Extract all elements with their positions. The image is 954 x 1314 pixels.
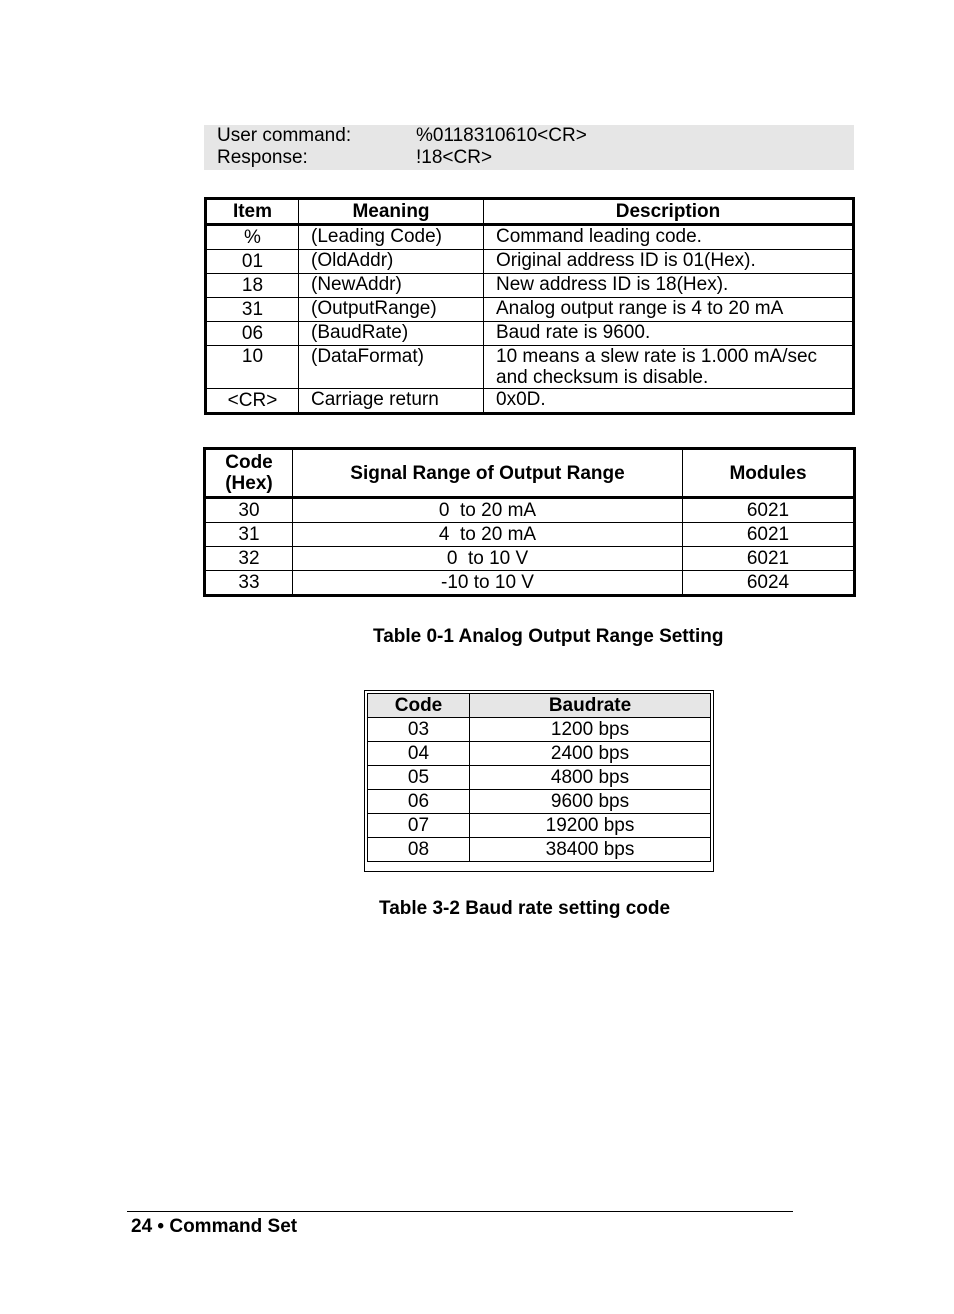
table-row [368,814,711,838]
footer-divider [127,1211,793,1212]
table-cell: 1200 bps [470,718,711,742]
table-cell: 30 [205,498,293,523]
table-cell: 06 [206,322,299,346]
table-row [206,274,854,298]
column-header-description: Description [484,199,854,225]
baudrate-table-frame [364,690,714,872]
table-row [205,498,855,523]
table-header-row [368,694,711,718]
table-cell: 38400 bps [470,838,711,862]
column-header-signal-range: Signal Range of Output Range [293,449,683,498]
table-cell: 10 [206,346,299,389]
table-cell: (OldAddr) [299,250,484,274]
table-caption-baudrate: Table 3-2 Baud rate setting code [379,898,671,919]
table-row [368,766,711,790]
table-cell: 04 [368,742,470,766]
table-row [205,523,855,547]
user-command-label: User command: [217,125,352,146]
command-item-table [204,197,855,415]
table-cell: 31 [205,523,293,547]
table-cell: % [206,225,299,250]
response-label: Response: [217,147,308,168]
table-cell: Carriage return [299,389,484,414]
table-caption-output-range: Table 0-1 Analog Output Range Setting [373,626,724,647]
baudrate-table [367,693,711,862]
table-cell: (BaudRate) [299,322,484,346]
table-row [205,547,855,571]
table-cell: 6021 [683,547,855,571]
table-cell: <CR> [206,389,299,414]
table-cell: 07 [368,814,470,838]
table-cell: 6024 [683,571,855,596]
response-row [204,147,854,169]
table-cell: (OutputRange) [299,298,484,322]
table-cell: -10 to 10 V [293,571,683,596]
table-cell: 6021 [683,523,855,547]
table-cell: 06 [368,790,470,814]
table-row [206,322,854,346]
column-header-code: Code [368,694,470,718]
table-cell: 05 [368,766,470,790]
table-cell: 33 [205,571,293,596]
table-cell: (DataFormat) [299,346,484,389]
response-value: !18<CR> [416,147,493,168]
table-cell: 10 means a slew rate is 1.000 mA/sec and checksum is disable. [484,346,854,389]
table-cell: 31 [206,298,299,322]
table-cell: 6021 [683,498,855,523]
table-row [206,225,854,250]
table-header-row [206,199,854,225]
user-command-value: %0118310610<CR> [416,125,587,146]
column-header-code-hex: Code (Hex) [205,449,293,498]
table-cell: 0 to 10 V [293,547,683,571]
table-cell: New address ID is 18(Hex). [484,274,854,298]
output-range-table [203,447,856,597]
table-row [206,250,854,274]
table-row [205,571,855,596]
table-row [206,389,854,414]
table-cell: 4 to 20 mA [293,523,683,547]
column-header-meaning: Meaning [299,199,484,225]
table-cell: 03 [368,718,470,742]
table-row [206,298,854,322]
table-row [368,742,711,766]
table-cell: 0x0D. [484,389,854,414]
table-cell: Baud rate is 9600. [484,322,854,346]
column-header-modules: Modules [683,449,855,498]
table-cell: 9600 bps [470,790,711,814]
table-cell: 0 to 20 mA [293,498,683,523]
table-cell: 19200 bps [470,814,711,838]
column-header-item: Item [206,199,299,225]
table-row [206,346,854,389]
table-cell: 01 [206,250,299,274]
table-cell: 32 [205,547,293,571]
table-cell: 4800 bps [470,766,711,790]
table-cell: Analog output range is 4 to 20 mA [484,298,854,322]
table-cell: 2400 bps [470,742,711,766]
page-footer: 24 • Command Set [131,1216,298,1237]
table-header-row [205,449,855,498]
user-command-row [204,125,854,147]
command-example-box [204,125,854,170]
table-cell: Command leading code. [484,225,854,250]
table-cell: Original address ID is 01(Hex). [484,250,854,274]
table-row [368,718,711,742]
table-cell: (NewAddr) [299,274,484,298]
table-cell: 08 [368,838,470,862]
column-header-baudrate: Baudrate [470,694,711,718]
table-cell: 18 [206,274,299,298]
table-cell: (Leading Code) [299,225,484,250]
table-row [368,838,711,862]
table-row [368,790,711,814]
